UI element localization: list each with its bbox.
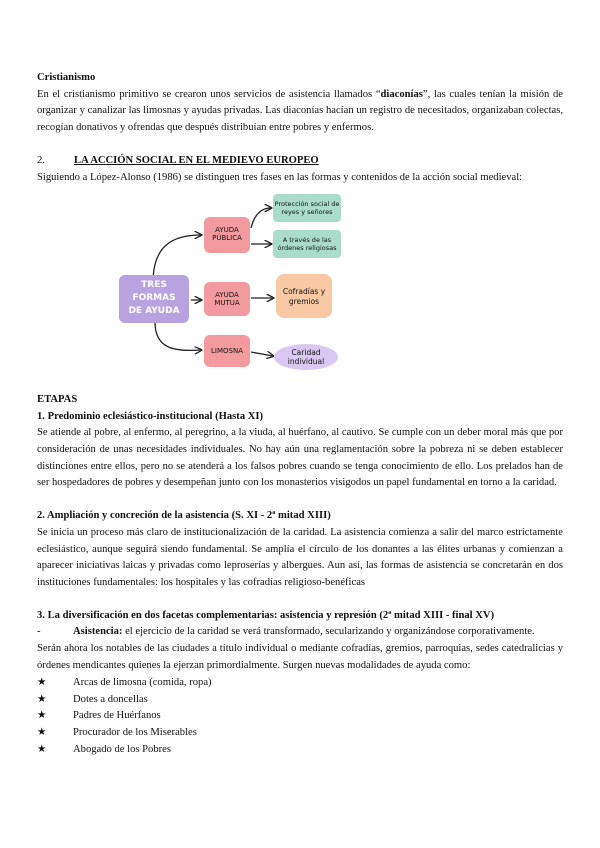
star-icon: ★	[37, 727, 47, 739]
section-title-cristianismo: Cristianismo	[37, 72, 96, 83]
label-ordenes: A través de las órdenes religiosas	[277, 236, 337, 253]
label-cofradias: Cofradías y gremios	[282, 287, 326, 307]
asistencia-text: el ejercicio de la caridad se verá transformado, secularizando y organizándose corporativamente.	[122, 626, 535, 638]
etapa-2-text: Se inicia un proceso más claro de institucionalización de la caridad. La asistencia comienza a salir del marco estrictamente eclesiástico, aunque seguirá siendo fundamental. Se amplía el círculo de los donantes a las élites urbanas y comienzan a aparecer iniciativas laicas y privadas como leproserías y albergues. Aun así, las formas de asistencia se concretarán en dos instituciones fundamentales: los hospitales y las cofradías religioso-benéficas	[37, 526, 563, 588]
star-icon: ★	[37, 677, 47, 689]
forms-of-aid-diagram	[113, 190, 345, 380]
list-item: ★ Procurador de los Miserables	[37, 725, 563, 742]
label-proteccion: Protección social de reyes y señores	[274, 200, 340, 217]
list-item: ★ Abogado de los Pobres	[37, 742, 563, 759]
label-ayuda-publica: AYUDA PÚBLICA	[212, 226, 242, 243]
cristianismo-paragraph	[37, 87, 563, 137]
section-2-title: LA ACCIÓN SOCIAL EN EL MEDIEVO EUROPEO	[74, 154, 319, 166]
list-item: ★ Dotes a doncellas	[37, 692, 563, 709]
asistencia-label: Asistencia:	[73, 626, 123, 638]
label-caridad: Caridad individual	[287, 348, 325, 367]
etapa-1-text: Se atiende al pobre, al enfermo, al peregrino, a la viuda, al huérfano, al cautivo. Se cumple con un deber moral más que por consideración de unas necesidades individuales. No hay aún una reglamentación sobre la pobreza ni se deben establecer distinciones entre ellos, pero no se atenderá a los falsos pobres cuando se tenga conocimiento de ello. Los prelados han de ser hospedadores de pobres y desempeñan junto con los monasterios visigodos un papel fundamental en torno a la caridad.	[37, 427, 563, 489]
page-content	[37, 70, 563, 758]
section-2-number: 2.	[37, 154, 45, 166]
dash-bullet: -	[37, 626, 41, 638]
diaconias-term: diaconías	[380, 88, 423, 100]
star-icon: ★	[37, 743, 47, 755]
cristianismo-text-pre: En el cristianismo primitivo se crearon unos servicios de asistencia llamados “	[37, 88, 381, 100]
cristianismo-text-post: ”, las cuales tenían la misión de organizar y canalizar las limosnas y ayudas privadas. Las diaconías hacían un registro de necesitados, organizaban colectas, recogían donativos y ofrendas que después distribuían entre pobres y enfermos.	[37, 88, 563, 133]
label-tres-formas: TRES FORMAS DE AYUDA	[128, 280, 180, 317]
section-2-intro: Siguiendo a López-Alonso (1986) se distinguen tres fases en las formas y contenidos de la acción social medieval:	[37, 171, 523, 183]
etapa-1-title: 1. Predominio eclesiástico-institucional (Hasta XI)	[37, 410, 264, 422]
etapa-2-title: 2. Ampliación y concreción de la asistencia (S. XI - 2ª mitad XIII)	[37, 510, 331, 522]
arrow-to-limosna	[155, 322, 201, 350]
etapa-3-title: 3. La diversificación en dos facetas complementarias: asistencia y represión (2ª mitad XIII - final XV)	[37, 609, 495, 621]
list-item: ★ Padres de Huérfanos	[37, 708, 563, 725]
arrow-to-caridad	[251, 352, 273, 356]
list-item: ★ Arcas de limosna (comida, ropa)	[37, 675, 563, 692]
etapa-3-text: Serán ahora los notables de las ciudades a título individual o mediante cofradías, gremios, parroquias, sedes catedralicias y órdenes mendicantes quienes la ejerzan primordialmente. Surgen nuevas modalidades de ayuda como:	[37, 643, 563, 671]
section-2-heading	[37, 153, 563, 170]
arrow-to-proteccion	[251, 208, 271, 228]
modalidades-list	[37, 675, 563, 758]
star-icon: ★	[37, 710, 47, 722]
etapas-title: ETAPAS	[37, 394, 78, 406]
asistencia-line	[37, 624, 563, 641]
label-limosna: LIMOSNA	[211, 347, 243, 356]
label-ayuda-mutua: AYUDA MUTUA	[214, 291, 240, 308]
star-icon: ★	[37, 693, 47, 705]
